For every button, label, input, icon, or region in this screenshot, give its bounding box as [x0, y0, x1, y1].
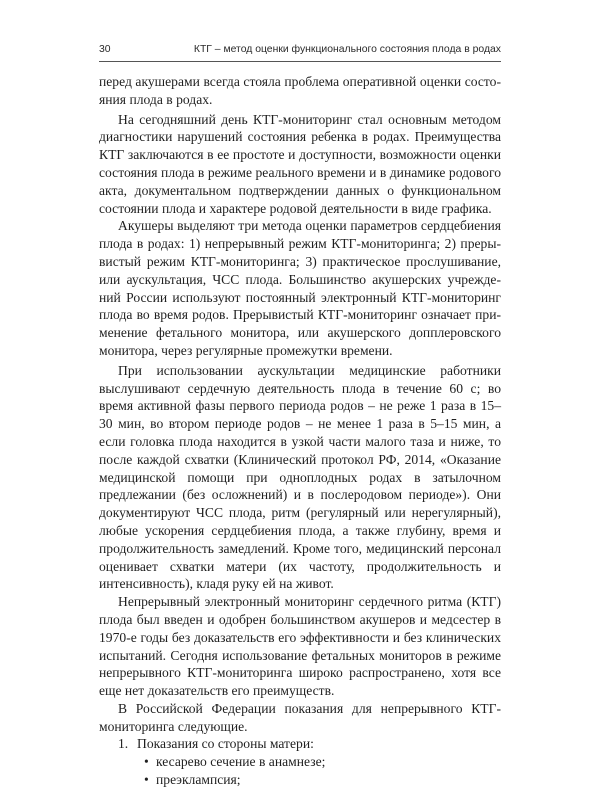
bullet-icon: •: [144, 754, 149, 770]
paragraph-continuation: перед акушерами всегда стояла проблема оперативной оценки состояния плода в родах.: [99, 74, 501, 107]
paragraph: Акушеры выделяют три метода оценки параметров сердцебиения плода в родах: 1) непрерывный режим КТГ-мониторинга; 2) прерывистый режим КТГ-мониторинга; 3) практическое прослушивание, или аускультация, ЧСС плода. Большинство акушерских учреждений России используют постоянный электронный КТГ-мониторинг плода во время родов. Прерывистый КТГ-мониторинг означает применение фетального монитора, или акушерского допплеровского монитора, через регулярные промежутки времени.: [99, 218, 501, 358]
header-rule: [99, 61, 501, 62]
bullet-item: [118, 753, 501, 771]
page-number: 30: [99, 44, 111, 55]
list-number: 1.: [118, 736, 129, 752]
bullet-item: [118, 771, 501, 789]
body-text: [99, 73, 501, 789]
indications-list: [99, 735, 501, 788]
running-header: [99, 44, 501, 58]
bullet-icon: •: [144, 772, 149, 788]
paragraph: На сегодняшний день КТГ-мониторинг стал основным методом диагностики нарушений состояния ребенка в родах. Преимущества КТГ заключаются в ее простоте и доступности, возможности оценки состояния плода в режиме реального времени и в динамике родового акта, документальном подтверждении данных о функциональном состоянии плода и характере родовой деятельности в виде графика.: [99, 111, 501, 216]
paragraph: Непрерывный электронный мониторинг сердечного ритма (КТГ) плода был введен и одобрен большинством акушеров и медсестер в 1970-е годы без доказательств его эффективности и без клинических испытаний. Сегодня использование фетальных мониторов в режиме непрерывного КТГ-мониторинга широко распространено, хотя все еще нет доказательств его преимуществ.: [99, 594, 501, 699]
bullet-text: преэклампсия;: [156, 772, 241, 788]
list-item: [99, 735, 501, 788]
list-item-text: Показания со стороны матери:: [137, 736, 314, 752]
bullet-text: кесарево сечение в анамнезе;: [156, 754, 326, 770]
paragraph: В Российской Федерации показания для непрерывного КТГ-мониторинга следующие.: [99, 700, 501, 734]
running-title: КТГ – метод оценки функционального состояния плода в родах: [193, 44, 501, 55]
paragraph: При использовании аускультации медицинские работники выслушивают сердечную деятельность плода в течение 60 с; во время активной фазы первого периода родов – не реже 1 раза в 15–30 мин, во втором периоде родов – не менее 1 раза в 5–15 мин, а если головка плода находится в узкой части малого таза и ниже, то после каждой схватки (Клинический протокол РФ, 2014, «Оказание медицинской помощи при одноплодных родах в затылочном предлежании (без осложнений) и в послеродовом периоде»). Они документируют ЧСС плода, ритм (регулярный или нерегулярный), любые ускорения сердцебиения плода, а также глубину, время и продолжительность замедлений. Кроме того, медицинский персонал оценивает схватки матери (их частоту, продолжительность и интенсивность), кладя руку ей на живот.: [99, 362, 501, 592]
bullet-list: [118, 753, 501, 789]
